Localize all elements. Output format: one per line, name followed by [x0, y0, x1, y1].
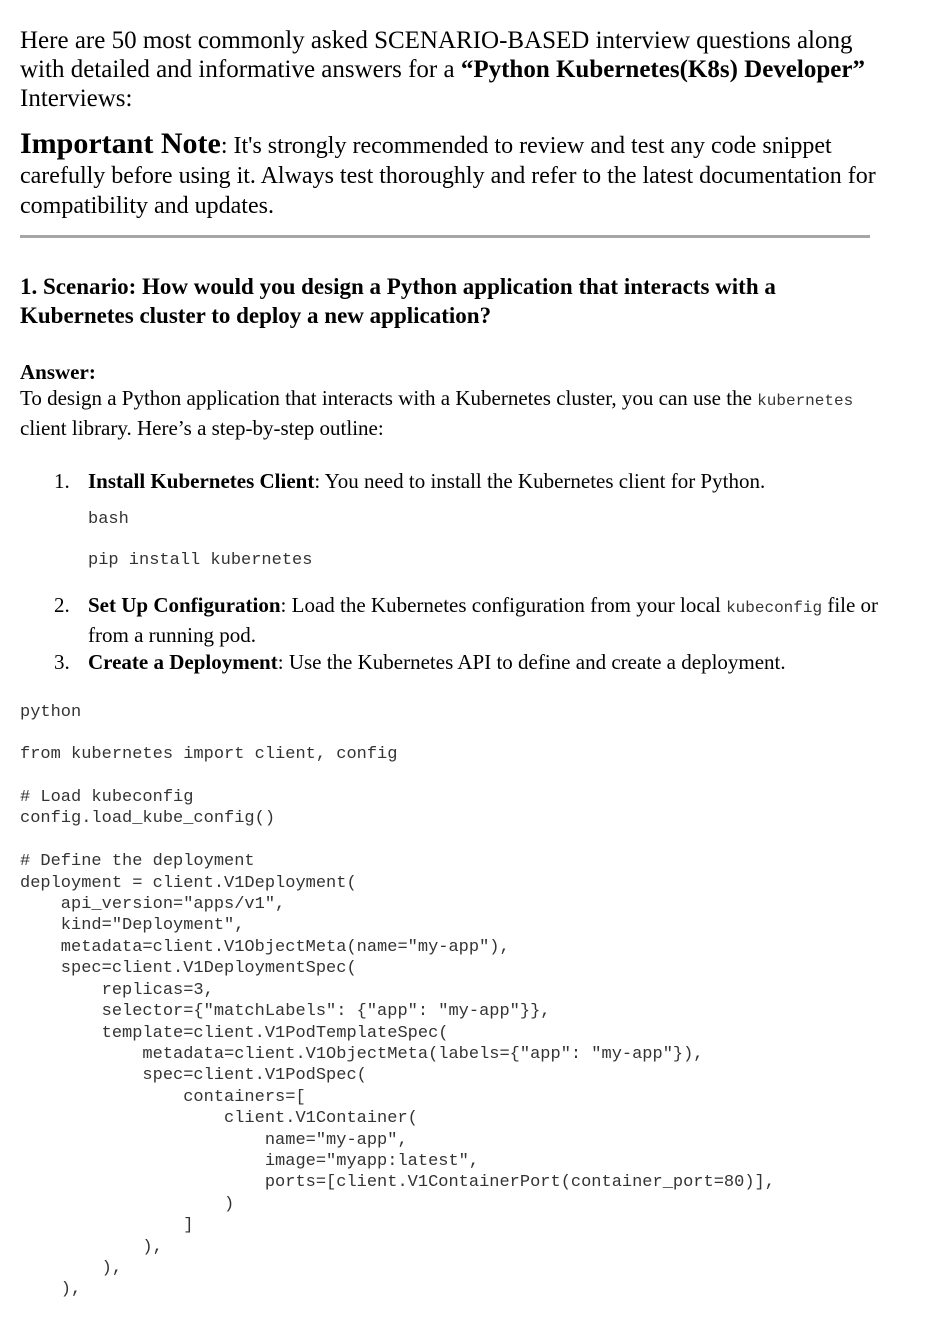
answer-intro-after: client library. Here’s a step-by-step outline: [20, 416, 384, 440]
code-lang-label: python [20, 702, 82, 722]
question-title: 1. Scenario: How would you design a Python application that interacts with a Kubernetes cluster to deploy a new application? [20, 274, 776, 328]
step-1 [20, 468, 900, 495]
intro-text-before: Here are 50 most commonly asked SCENARIO-BASED interview questions along with detailed and informative answers for a [20, 27, 853, 83]
important-note [20, 129, 900, 221]
steps-list [20, 468, 900, 495]
inline-code-kubeconfig: kubeconfig [726, 598, 823, 617]
step-text-after: file or from a running pod. [88, 592, 879, 647]
step-text: : Use the Kubernetes API to define and create a deployment. [277, 649, 786, 674]
code-block-bash: pip install kubernetes [88, 551, 313, 571]
step-title: Install Kubernetes Client [88, 469, 315, 493]
answer-intro-before: To design a Python application that interacts with a Kubernetes cluster, you can use the [20, 386, 758, 410]
document-page [20, 26, 900, 1301]
intro-paragraph [20, 26, 900, 113]
intro-text-after: Interviews: [20, 85, 133, 112]
note-text: : It's strongly recommended to review and test any code snippet carefully before using it. Always test thoroughly and refer to the latest documentation for compatibility and updates. [20, 133, 876, 219]
step-3 [20, 649, 900, 676]
step-number: 1. [54, 469, 70, 493]
note-heading: Important Note [20, 127, 221, 160]
step-title: Create a Deployment [88, 649, 278, 674]
code-lang-label: bash [88, 510, 129, 529]
code-block-python: from kubernetes import client, config # Load kubeconfig config.load_kube_config() # Define the deployment deployment = client.V1Deployment( api_version="apps/v1", kind="Deployment", metadata=client.V1ObjectMeta(name="my-app"), spec=client.V1DeploymentSpec( replicas=3, selector={"matchLabels": {"app": "my-app"}}, template=client.V1PodTemplateSpec( metadata=client.V1ObjectMeta(labels={"app": "my-app"}), spec=client.V1PodSpec( containers=[ client.V1Container( name="my-app", image="myapp:latest", ports=[client.V1ContainerPort(container_port=80)], ) ] ), ), ), [20, 745, 775, 1300]
section-divider [20, 235, 870, 238]
steps-list-continued [20, 592, 900, 676]
step-number: 3. [54, 649, 70, 674]
step-text-before: : Load the Kubernetes configuration from your local [280, 592, 727, 617]
answer-intro [20, 385, 900, 442]
step-text: : You need to install the Kubernetes client for Python. [314, 469, 766, 493]
answer-label: Answer: [20, 360, 96, 384]
intro-bold-title: “Python Kubernetes(K8s) Developer” [460, 56, 865, 83]
step-title: Set Up Configuration [88, 592, 281, 617]
step-number: 2. [54, 592, 70, 617]
step-2 [20, 592, 900, 649]
inline-code-kubernetes: kubernetes [757, 392, 854, 410]
